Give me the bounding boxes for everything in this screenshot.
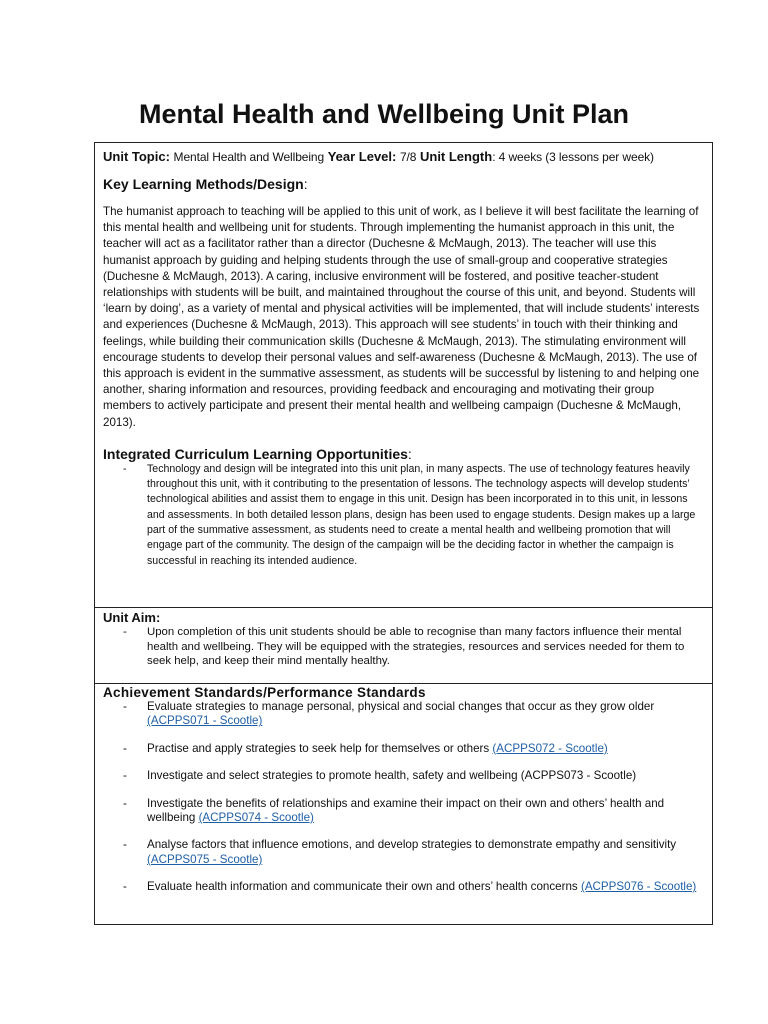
list-item xyxy=(103,700,704,729)
unit-aim-heading: Unit Aim: xyxy=(103,610,161,625)
acpps075-link[interactable]: (ACPPS075 - Scootle) xyxy=(147,852,263,866)
key-learning-heading-text: Key Learning Methods/Design xyxy=(103,176,304,192)
unit-length-label: Unit Length xyxy=(419,149,493,164)
integrated-item-text: Technology and design will be integrated into this unit plan, in many aspects. The use of technology features heavily throughout this unit, with it contributing to the presentation of lessons. The technology aspects will develop students’ technological abilities and assist them to engage in this unit. Design has been incorporated in to this unit, in lessons and assessments. In both detailed lesson plans, design has been used to engage students. Design makes up a large part of the summative assessment, as students need to create a mental health and wellbeing promotion that will engage part of the community. The design of the campaign will be the deciding factor in whether the campaign is successful in reaching its intended audience. xyxy=(147,462,696,567)
unit-aim-list xyxy=(103,625,704,669)
year-level-value: 7/8 xyxy=(399,150,417,164)
key-learning-heading xyxy=(103,176,704,192)
key-learning-paragraph: The humanist approach to teaching will be applied to this unit of work, as I believe it will best facilitate the learning of this mental health and wellbeing unit for students. Through implementing the humanist approach in this unit, the teacher will act as a facilitator rather than a director (Duchesne & McMaugh, 2013). The teacher will use this humanist approach by guiding and helping students through the use of small-group and cooperative strategies (Duchesne & McMaugh, 2013). A caring, inclusive environment will be fostered, and positive teacher-student relationships with students will be built, and maintained throughout the course of this unit, and beyond. Students will ‘learn by doing’, as a variety of mental and physical activities will be implemented, that will include students’ interests and experiences (Duchesne & McMaugh, 2013). This approach will see students’ in touch with their thinking and feelings, while building their communication skills (Duchesne & McMaugh, 2013). The stimulating environment will encourage students to develop their personal values and self-awareness (Duchesne & McMaugh, 2013). The use of this approach is evident in the summative assessment, as students will be successful by listening to and helping one another, sharing information and resources, providing feedback and encouraging and motivating their group members to actively participate and present their mental health and wellbeing campaign (Duchesne & McMaugh, 2013). xyxy=(103,205,700,429)
document-title: Mental Health and Wellbeing Unit Plan xyxy=(138,99,630,129)
list-item xyxy=(103,880,704,894)
unit-length-value: : 4 weeks (3 lessons per week) xyxy=(492,150,654,164)
year-level-label: Year Level: xyxy=(327,149,397,164)
acpps076-link[interactable]: (ACPPS076 - Scootle) xyxy=(580,880,697,894)
dash-bullet: - xyxy=(123,462,127,475)
achievement-item-text: Investigate and select strategies to promote health, safety and wellbeing (ACPPS073 - Scootle) xyxy=(147,769,637,783)
unit-topic-label: Unit Topic: xyxy=(103,149,170,164)
list-item xyxy=(103,797,704,826)
dash-bullet: - xyxy=(123,838,127,852)
list-item xyxy=(103,462,704,569)
integrated-list xyxy=(103,462,704,569)
list-item xyxy=(103,742,704,756)
dash-bullet: - xyxy=(123,880,127,894)
dash-bullet: - xyxy=(123,769,127,783)
dash-bullet: - xyxy=(123,700,127,713)
achievement-item-text: Practise and apply strategies to seek help for themselves or others xyxy=(147,741,493,755)
acpps072-link[interactable]: (ACPPS072 - Scootle) xyxy=(492,741,608,755)
dash-bullet: - xyxy=(123,626,127,638)
list-item xyxy=(103,769,704,783)
unit-aim-section xyxy=(94,607,713,684)
achievement-item-text: Analyse factors that influence emotions, and develop strategies to demonstrate empathy and sensitivity xyxy=(147,838,677,852)
integrated-heading-text: Integrated Curriculum Learning Opportunities xyxy=(103,445,408,462)
integrated-heading xyxy=(103,446,704,462)
acpps071-link[interactable]: (ACPPS071 - Scootle) xyxy=(147,714,263,728)
acpps074-link[interactable]: (ACPPS074 - Scootle) xyxy=(198,811,314,825)
achievement-standards-section xyxy=(94,683,713,925)
integrated-heading-suffix: : xyxy=(407,445,412,462)
list-item xyxy=(103,838,704,867)
achievement-item-text: Evaluate strategies to manage personal, physical and social changes that occur as they grow older xyxy=(147,700,655,713)
list-item xyxy=(103,625,704,669)
unit-info-line xyxy=(103,149,704,164)
unit-overview-section xyxy=(94,142,713,608)
achievement-item-text: Investigate the benefits of relationships and examine their impact on their own and others’ health and wellbeing xyxy=(147,796,665,825)
unit-topic-value: Mental Health and Wellbeing xyxy=(173,150,325,164)
achievement-item-text: Evaluate health information and communicate their own and others’ health concerns xyxy=(147,880,581,894)
achievement-heading: Achievement Standards/Performance Standards xyxy=(103,685,426,700)
unit-aim-text: Upon completion of this unit students should be able to recognise than many factors influence their mental health and wellbeing. They will be equipped with the strategies, resources and services needed for them to seek help, and keep their mind mentally healthy. xyxy=(147,626,685,668)
key-learning-heading-suffix: : xyxy=(303,176,308,192)
dash-bullet: - xyxy=(123,796,127,810)
dash-bullet: - xyxy=(123,741,127,755)
achievement-list xyxy=(103,700,704,895)
